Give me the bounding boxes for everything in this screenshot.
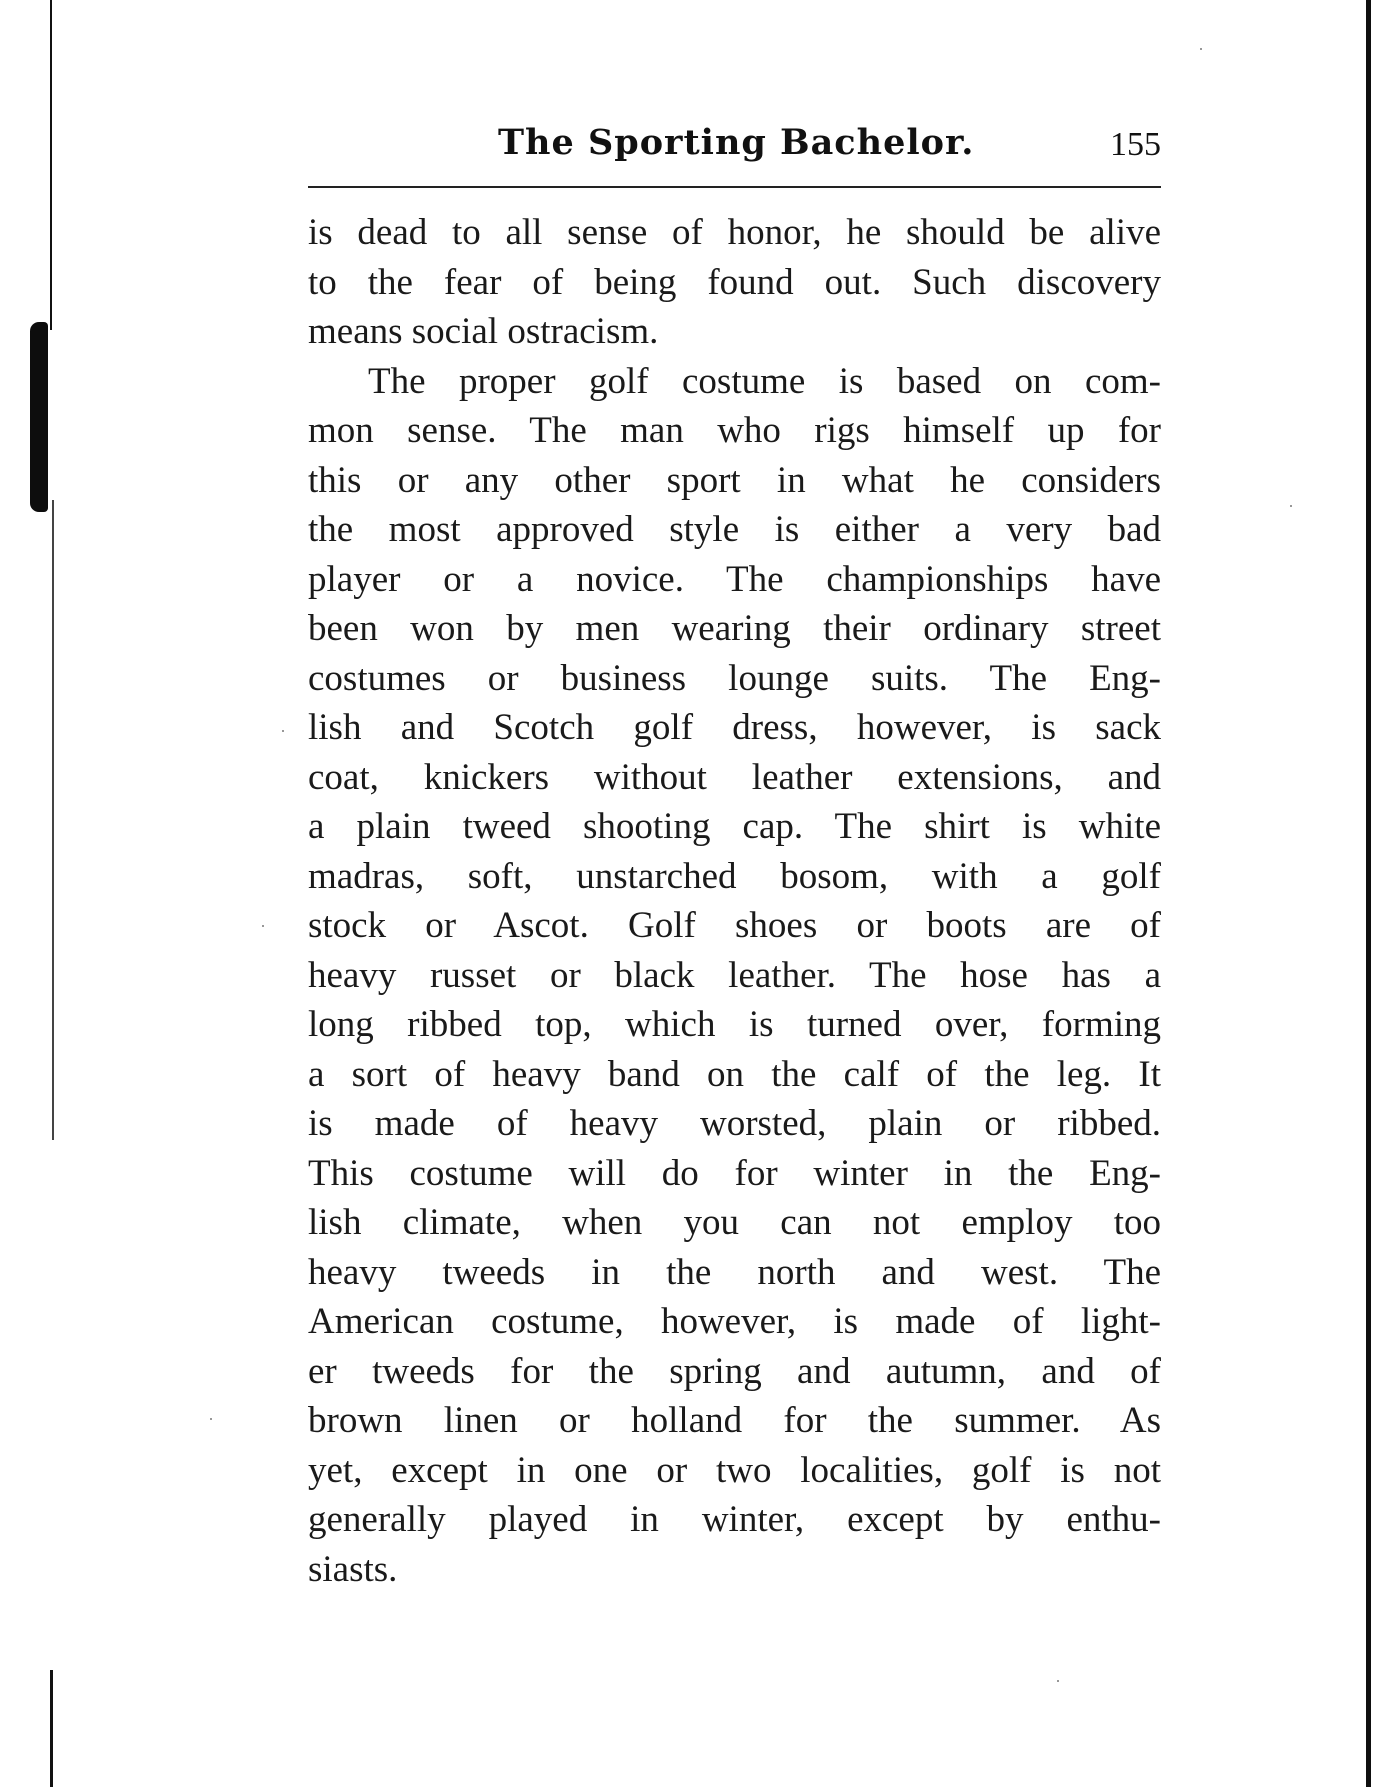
scan-speck — [282, 730, 284, 732]
text-line: costumes or business lounge suits. The Eng- — [308, 657, 1161, 699]
text-line: siasts. — [308, 1548, 398, 1590]
paragraph-first-line: The proper golf costume is based on com- — [368, 360, 1161, 402]
text-line: means social ostracism. — [308, 311, 659, 352]
header-rule — [308, 186, 1161, 188]
text-line: lish climate, when you can not employ too — [308, 1202, 1161, 1243]
page-number: 155 — [1110, 126, 1161, 163]
text-line: generally played in winter, except by enthu- — [308, 1499, 1161, 1540]
scan-edge-left — [50, 0, 52, 330]
text-line: stock or Ascot. Golf shoes or boots are of — [308, 905, 1161, 946]
text-line: the most approved style is either a very bad — [308, 509, 1161, 550]
scan-speck — [1057, 1680, 1059, 1682]
text-line: madras, soft, unstarched bosom, with a golf — [308, 855, 1161, 897]
text-line: heavy tweeds in the north and west. The — [308, 1251, 1161, 1293]
text-line: er tweeds for the spring and autumn, and of — [308, 1350, 1161, 1392]
text-line: been won by men wearing their ordinary street — [308, 608, 1161, 649]
text-line: player or a novice. The championships have — [308, 558, 1161, 600]
text-line: a plain tweed shooting cap. The shirt is white — [308, 806, 1161, 847]
text-line: mon sense. The man who rigs himself up for — [308, 410, 1161, 451]
text-line: to the fear of being found out. Such discovery — [308, 261, 1161, 303]
text-line: American costume, however, is made of light- — [308, 1301, 1161, 1342]
scan-edge-left-bottom — [50, 1670, 53, 1787]
text-line: heavy russet or black leather. The hose has a — [308, 954, 1161, 996]
running-title: The Sporting Bachelor. — [498, 122, 975, 163]
text-line: lish and Scotch golf dress, however, is sack — [308, 707, 1161, 748]
text-line: a sort of heavy band on the calf of the leg. It — [308, 1053, 1161, 1095]
running-head — [308, 118, 1161, 178]
scan-speck — [1200, 48, 1202, 50]
text-line: long ribbed top, which is turned over, forming — [308, 1004, 1161, 1045]
scan-speck — [210, 1418, 212, 1420]
scan-speck — [1290, 505, 1292, 507]
scan-speck — [262, 925, 264, 927]
scan-edge-right — [1366, 0, 1371, 1787]
text-line: this or any other sport in what he considers — [308, 459, 1161, 501]
text-line: coat, knickers without leather extensions, and — [308, 756, 1161, 798]
scan-edge-left-faint — [52, 500, 54, 1140]
text-line: brown linen or holland for the summer. As — [308, 1400, 1161, 1441]
text-line: is made of heavy worsted, plain or ribbed. — [308, 1103, 1161, 1144]
body-text — [308, 208, 1161, 1594]
text-line: yet, except in one or two localities, golf is not — [308, 1449, 1161, 1491]
scan-binding-shadow — [30, 322, 48, 512]
text-line: is dead to all sense of honor, he should be alive — [308, 212, 1161, 253]
text-line: This costume will do for winter in the Eng- — [308, 1152, 1161, 1194]
